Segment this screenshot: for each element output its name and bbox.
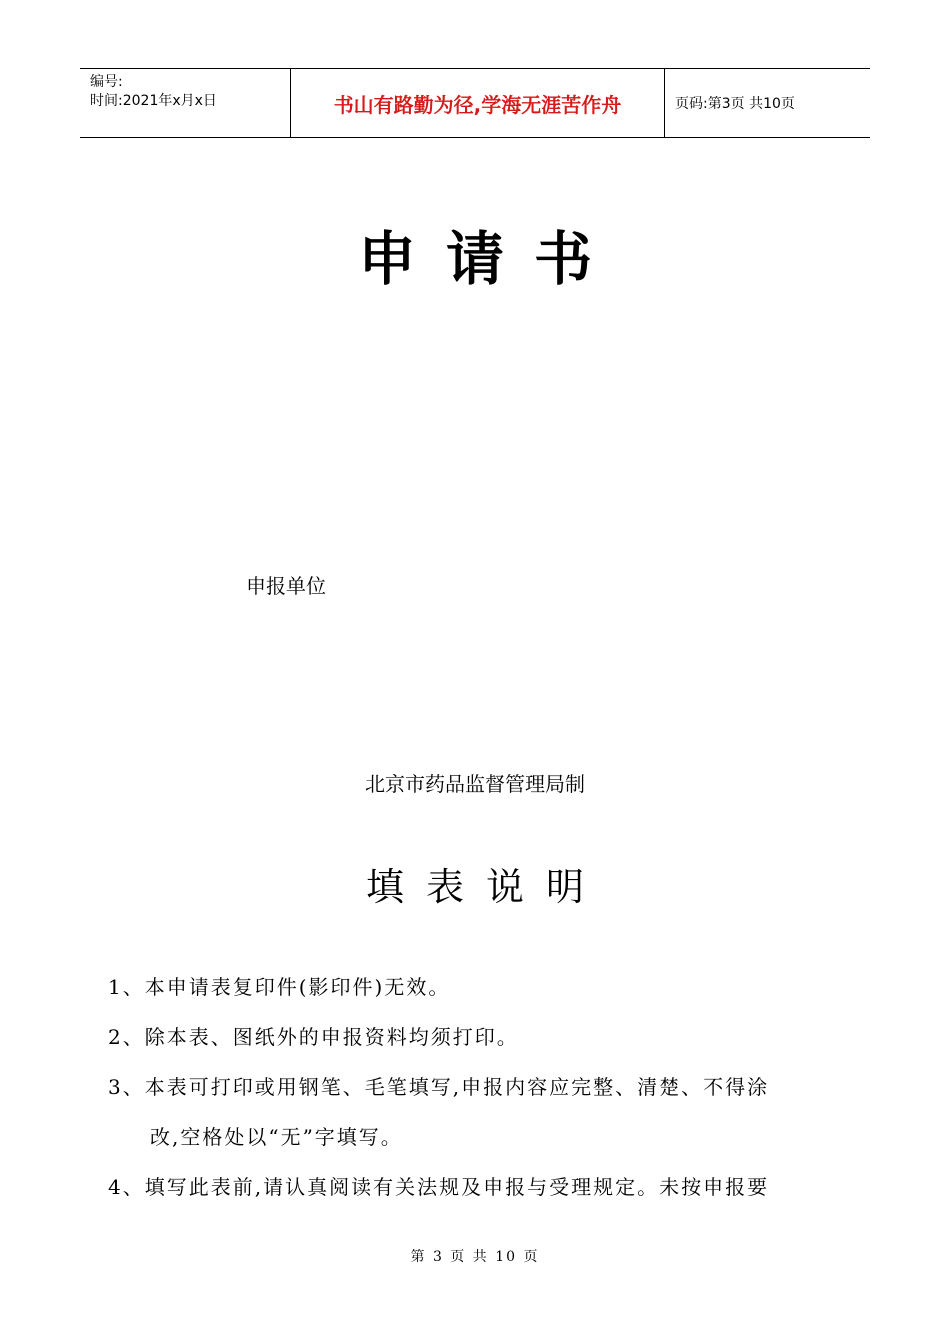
document-header <box>80 68 870 138</box>
time-label: 时间:2021年x月x日 <box>90 93 217 109</box>
instructions-heading: 填表说明 <box>365 865 606 909</box>
header-meta <box>80 69 291 137</box>
applicant-unit-label: 申报单位 <box>246 574 326 598</box>
instruction-item: 3、本表可打印或用钢笔、毛笔填写,申报内容应完整、清楚、不得涂 <box>108 1075 770 1099</box>
instruction-item-continuation: 改,空格处以“无”字填写。 <box>150 1125 403 1149</box>
document-title: 申请书 <box>357 225 622 293</box>
issuer-line: 北京市药品监督管理局制 <box>365 772 585 796</box>
instructions-list <box>108 962 848 1212</box>
page-footer: 第 3 页 共 10 页 <box>410 1249 540 1265</box>
instruction-item: 2、除本表、图纸外的申报资料均须打印。 <box>108 1025 519 1049</box>
instruction-item: 1、本申请表复印件(影印件)无效。 <box>108 975 451 999</box>
instruction-item: 4、填写此表前,请认真阅读有关法规及申报与受理规定。未按申报要 <box>108 1175 770 1199</box>
number-label: 编号: <box>90 74 123 90</box>
header-page-info: 页码:第3页 共10页 <box>675 96 795 112</box>
header-motto: 书山有路勤为径,学海无涯苦作舟 <box>291 69 665 137</box>
